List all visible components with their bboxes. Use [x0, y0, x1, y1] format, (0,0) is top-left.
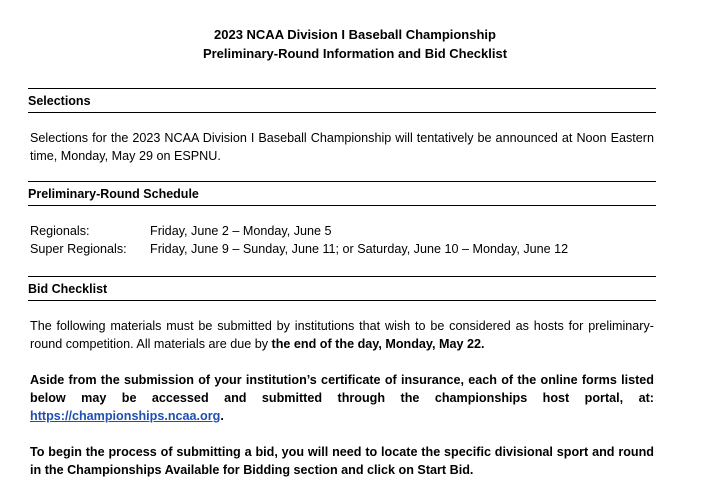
- schedule-row-super-regionals: [30, 240, 568, 258]
- schedule-dates: Friday, June 2 – Monday, June 5: [150, 224, 332, 238]
- schedule-label: Regionals:: [30, 224, 90, 238]
- host-portal-link[interactable]: https://championships.ncaa.org: [30, 409, 221, 423]
- section-heading-selections: Selections: [28, 88, 656, 113]
- checklist-text: Aside from the submission of your institution’s certificate of insurance, each of the online forms listed below may be accessed and submitted through the championships host portal, at:: [30, 373, 654, 405]
- schedule-label: Super Regionals:: [30, 242, 127, 256]
- section-heading-bid-checklist: Bid Checklist: [28, 276, 656, 301]
- document-title: 2023 NCAA Division I Baseball Championship: [214, 27, 496, 42]
- section-heading-schedule: Preliminary-Round Schedule: [28, 181, 656, 206]
- checklist-paragraph-2: [30, 371, 654, 425]
- document-subtitle: Preliminary-Round Information and Bid Checklist: [202, 46, 508, 61]
- checklist-text: The following materials must be submitted by institutions that wish to be considered as hosts for preliminary-round competition. All materials are due by: [30, 319, 654, 351]
- selections-paragraph: Selections for the 2023 NCAA Division I Baseball Championship will tentatively be announced at Noon Eastern time, Monday, May 29 on ESPNU.: [30, 131, 654, 163]
- checklist-paragraph-1: [30, 317, 654, 353]
- checklist-paragraph-3: To begin the process of submitting a bid, you will need to locate the specific divisional sport and round in the Championships Available for Bidding section and click on Start Bid.: [30, 445, 654, 477]
- schedule-dates: Friday, June 9 – Sunday, June 11; or Saturday, June 10 – Monday, June 12: [150, 242, 569, 256]
- schedule-row-regionals: [30, 222, 332, 240]
- deadline-text: the end of the day, Monday, May 22.: [271, 337, 485, 351]
- punctuation: .: [220, 409, 224, 423]
